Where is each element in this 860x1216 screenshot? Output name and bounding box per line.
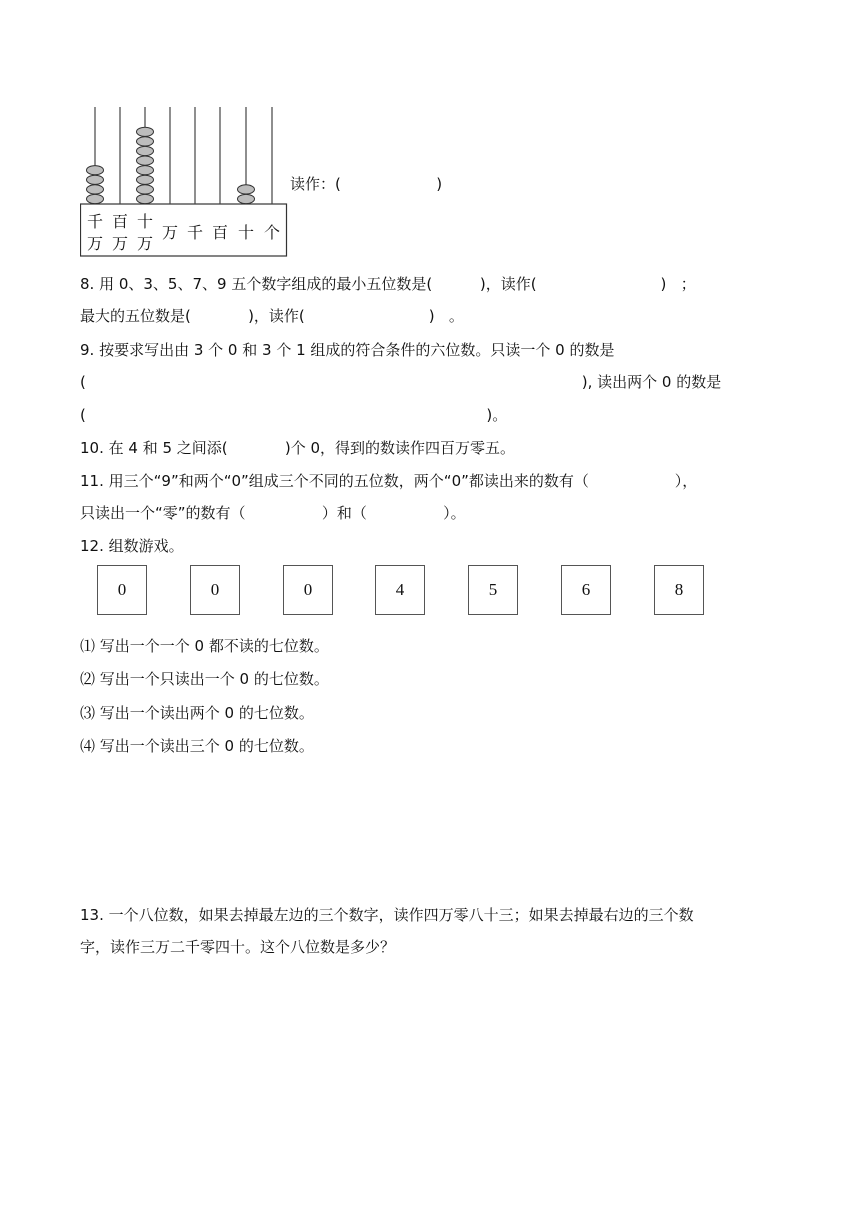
q13-line1: 13. 一个八位数，如果去掉最左边的三个数字，读作四万零八十三；如果去掉最右边的三个数	[80, 906, 694, 924]
abacus-bead	[87, 185, 104, 194]
abacus-bead	[87, 175, 104, 184]
abacus-bead	[137, 137, 154, 146]
place-label-bottom: 万	[86, 234, 103, 253]
abacus-bead	[137, 156, 154, 165]
place-label-top: 百	[111, 212, 128, 231]
place-label-top: 十	[136, 212, 153, 231]
abacus-bead	[137, 166, 154, 175]
q11-line2: 只读出一个“零”的数有（ ）和（ ）。	[80, 504, 466, 522]
number-card: 6	[561, 565, 611, 615]
q11-line1: 11. 用三个“9”和两个“0”组成三个不同的五位数，两个“0”都读出来的数有（ ），	[80, 472, 698, 490]
place-label-bottom: 万	[111, 234, 128, 253]
abacus-bead	[238, 185, 255, 194]
number-card: 0	[97, 565, 147, 615]
number-card: 4	[375, 565, 425, 615]
place-label: 千	[186, 223, 203, 242]
number-card: 8	[654, 565, 704, 615]
abacus-bead	[87, 166, 104, 175]
q12-item-4: ⑷ 写出一个读出三个 0 的七位数。	[80, 737, 314, 755]
q7-read-as: 读作：( )	[290, 175, 443, 193]
q12-item-3: ⑶ 写出一个读出两个 0 的七位数。	[80, 704, 314, 722]
q8-line2: 最大的五位数是( )，读作( ) 。	[80, 307, 464, 325]
place-label: 十	[237, 223, 254, 242]
abacus-bead	[137, 146, 154, 155]
place-label-top: 千	[86, 212, 103, 231]
abacus-bead	[137, 127, 154, 136]
q9-line3: ( )。	[80, 406, 508, 424]
q13-line2: 字，读作三万二千零四十。这个八位数是多少？	[80, 938, 396, 956]
q10-line1: 10. 在 4 和 5 之间添( )个 0，得到的数读作四百万零五。	[80, 439, 516, 457]
q8-line1: 8. 用 0、3、5、7、9 五个数字组成的最小五位数是( )，读作( ) ；	[80, 275, 696, 293]
abacus-figure	[80, 107, 288, 257]
q12-title: 12. 组数游戏。	[80, 537, 184, 555]
q9-line1: 9. 按要求写出由 3 个 0 和 3 个 1 组成的符合条件的六位数。只读一个 0 的数是	[80, 341, 615, 359]
q9-line2: ( ), 读出两个 0 的数是	[80, 373, 722, 391]
q12-item-1: ⑴ 写出一个一个 0 都不读的七位数。	[80, 637, 329, 655]
abacus-bead	[137, 175, 154, 184]
abacus-bead	[87, 194, 104, 203]
abacus-bead	[137, 185, 154, 194]
q12-item-2: ⑵ 写出一个只读出一个 0 的七位数。	[80, 670, 329, 688]
number-card: 5	[468, 565, 518, 615]
place-label: 个	[263, 223, 280, 242]
place-label: 万	[161, 223, 178, 242]
place-label-bottom: 万	[136, 234, 153, 253]
place-label: 百	[211, 223, 228, 242]
number-card: 0	[190, 565, 240, 615]
abacus-bead	[137, 194, 154, 203]
abacus-bead	[238, 194, 255, 203]
number-card: 0	[283, 565, 333, 615]
